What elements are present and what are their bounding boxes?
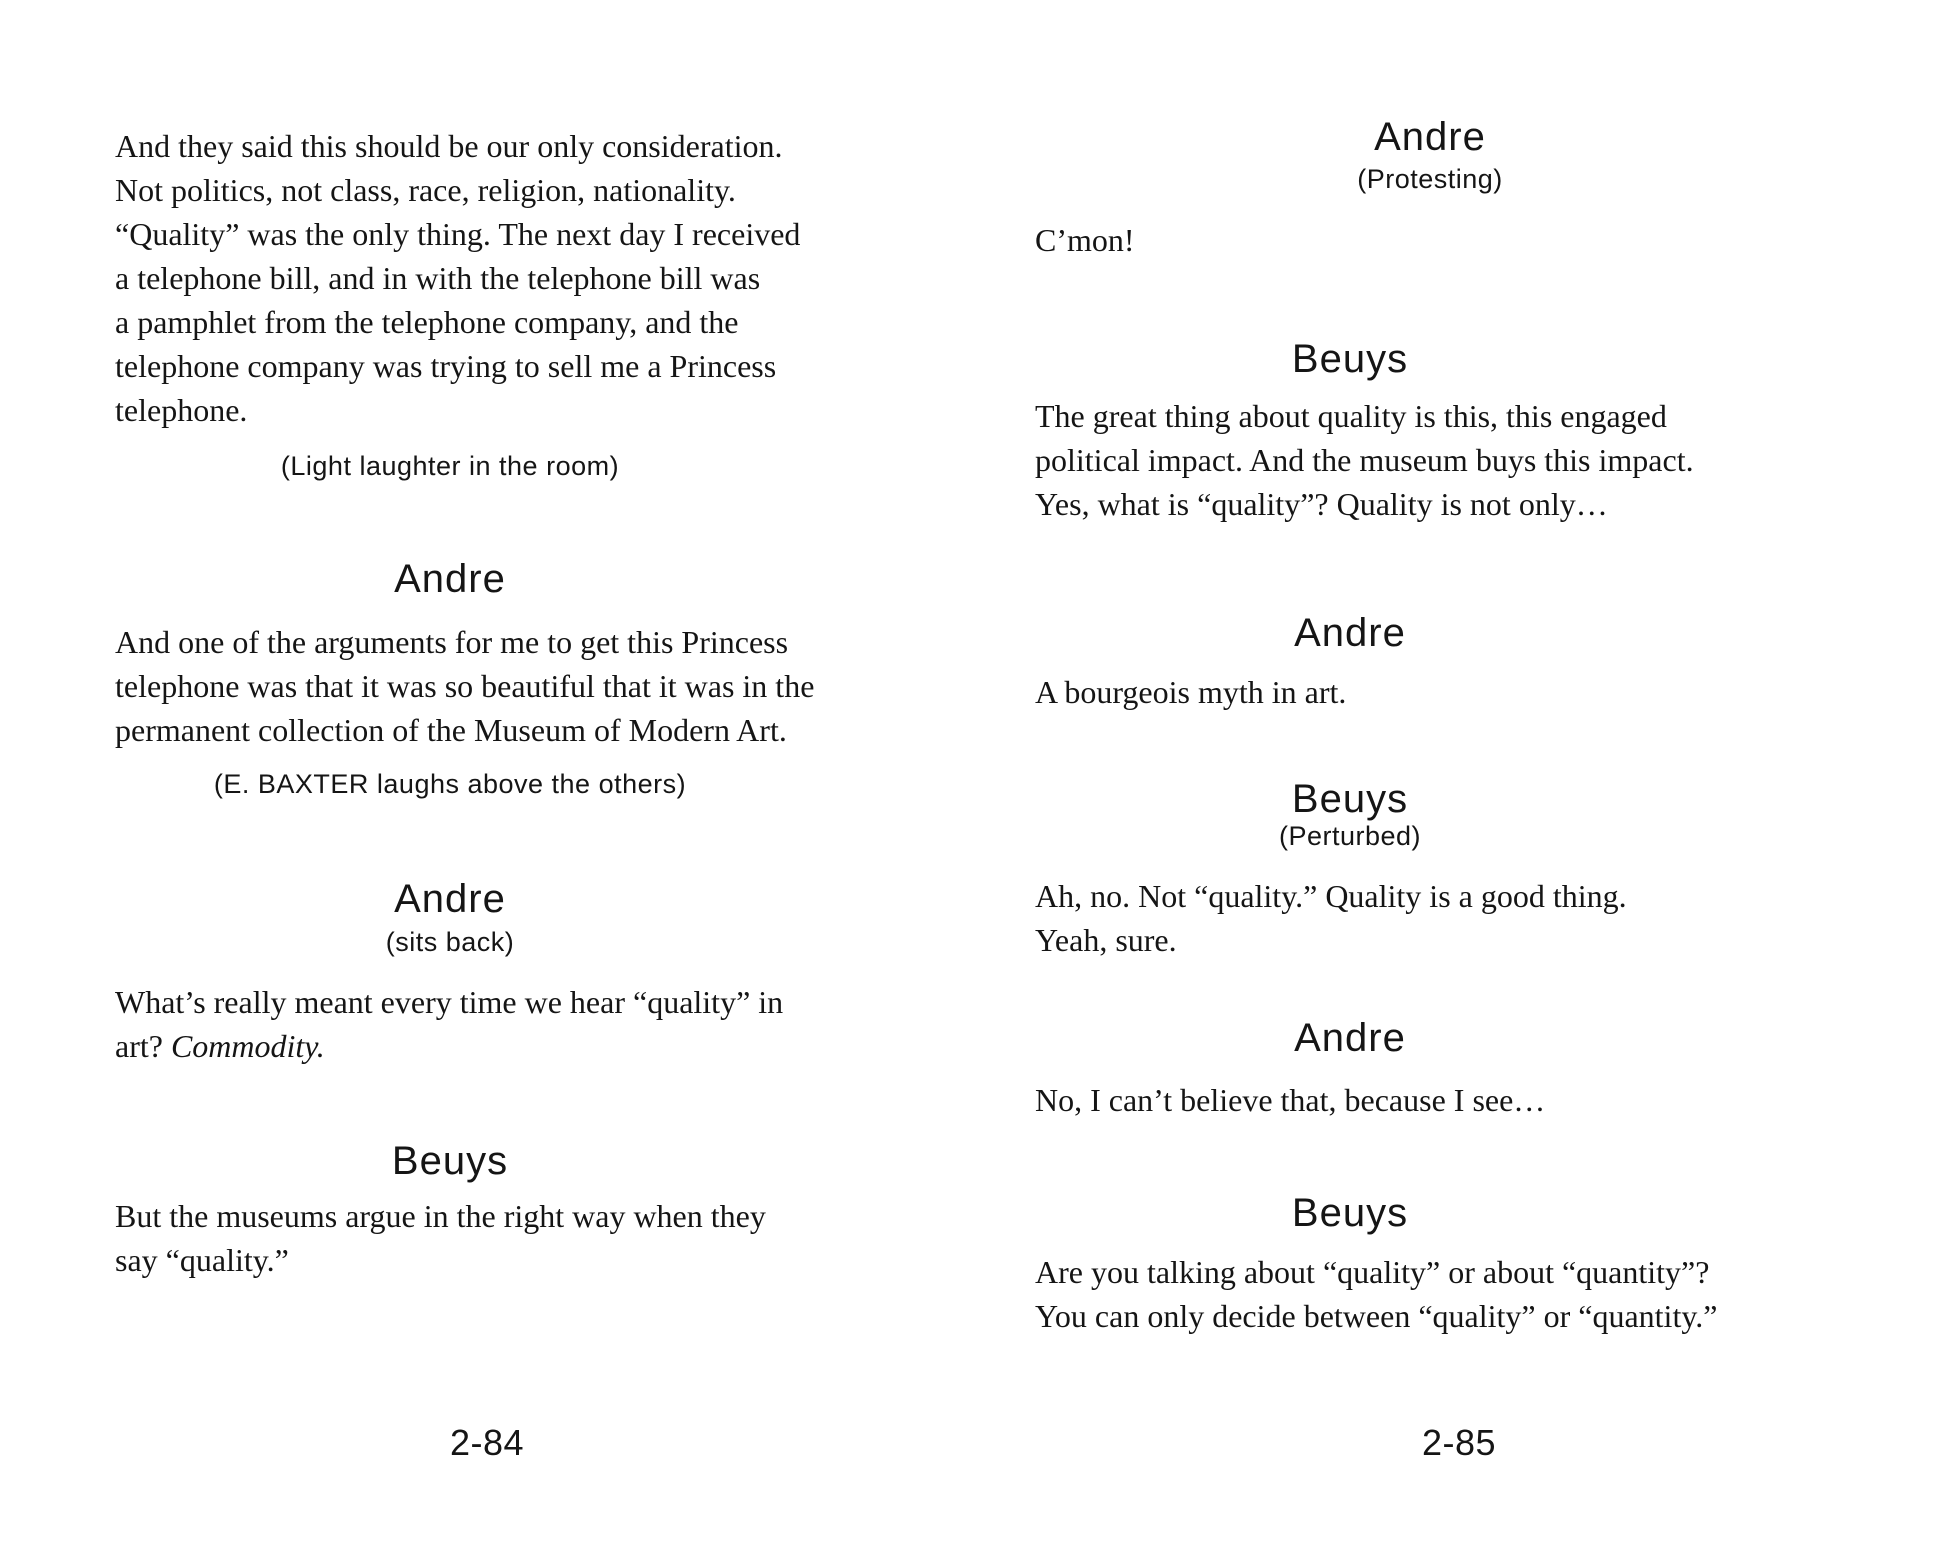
dialogue-line: telephone.	[115, 392, 248, 428]
dialogue-paragraph	[115, 1194, 766, 1282]
speaker-heading: Andre	[1374, 115, 1486, 159]
dialogue-line: What’s really meant every time we hear “quality” in	[115, 984, 784, 1020]
dialogue-line: political impact. And the museum buys this impact.	[1035, 442, 1694, 478]
stage-direction: (E. BAXTER laughs above the others)	[213, 769, 687, 799]
dialogue-line: Yeah, sure.	[1035, 922, 1177, 958]
dialogue-line: Are you talking about “quality” or about “quantity”?	[1035, 1254, 1710, 1290]
dialogue-line: But the museums argue in the right way when they	[115, 1198, 766, 1234]
dialogue-line: say “quality.”	[115, 1242, 289, 1278]
dialogue-line: a pamphlet from the telephone company, and the	[115, 304, 739, 340]
speaker-heading: Beuys	[1291, 337, 1409, 381]
dialogue-line	[115, 1024, 783, 1068]
stage-direction: (sits back)	[385, 927, 515, 957]
dialogue-line: You can only decide between “quality” or “quantity.”	[1035, 1298, 1718, 1334]
stage-direction: (Light laughter in the room)	[280, 451, 620, 481]
dialogue-line: And they said this should be our only consideration.	[115, 128, 783, 164]
dialogue-paragraph	[115, 980, 783, 1068]
dialogue-line: Not politics, not class, race, religion, nationality.	[115, 172, 736, 208]
dialogue-paragraph	[1035, 394, 1694, 526]
dialogue-paragraph	[1035, 874, 1627, 962]
dialogue-line: telephone company was trying to sell me a Princess	[115, 348, 777, 384]
dialogue-line: Ah, no. Not “quality.” Quality is a good thing.	[1035, 878, 1627, 914]
dialogue-paragraph	[1035, 218, 1135, 262]
plain-text: art?	[115, 1028, 171, 1064]
page-number: 2-85	[1421, 1422, 1497, 1463]
dialogue-paragraph	[115, 620, 814, 752]
speaker-heading: Andre	[394, 557, 506, 601]
dialogue-line: “Quality” was the only thing. The next day I received	[115, 216, 801, 252]
dialogue-line: Yes, what is “quality”? Quality is not only…	[1035, 486, 1608, 522]
dialogue-line: No, I can’t believe that, because I see…	[1035, 1082, 1546, 1118]
speaker-heading: Beuys	[1291, 777, 1409, 821]
dialogue-line: And one of the arguments for me to get this Princess	[115, 624, 789, 660]
dialogue-line: The great thing about quality is this, this engaged	[1035, 398, 1667, 434]
page-right	[973, 0, 1946, 1541]
page-number: 2-84	[449, 1422, 525, 1463]
speaker-heading: Beuys	[391, 1139, 509, 1183]
emphasized-text: Commodity.	[170, 1028, 325, 1064]
speaker-heading: Andre	[1294, 611, 1406, 655]
stage-direction: (Protesting)	[1357, 164, 1503, 194]
dialogue-paragraph	[1035, 1078, 1545, 1122]
dialogue-line: permanent collection of the Museum of Modern Art.	[115, 712, 787, 748]
dialogue-line: telephone was that it was so beautiful that it was in the	[115, 668, 815, 704]
speaker-heading: Andre	[1294, 1016, 1406, 1060]
dialogue-line: C’mon!	[1035, 222, 1135, 258]
dialogue-line: A bourgeois myth in art.	[1035, 674, 1347, 710]
dialogue-line: a telephone bill, and in with the telephone bill was	[115, 260, 761, 296]
speaker-heading: Beuys	[1291, 1191, 1409, 1235]
speaker-heading: Andre	[394, 877, 506, 921]
dialogue-paragraph	[1035, 1250, 1717, 1338]
stage-direction: (Perturbed)	[1278, 821, 1422, 851]
dialogue-paragraph	[1035, 670, 1346, 714]
dialogue-paragraph	[115, 124, 800, 432]
